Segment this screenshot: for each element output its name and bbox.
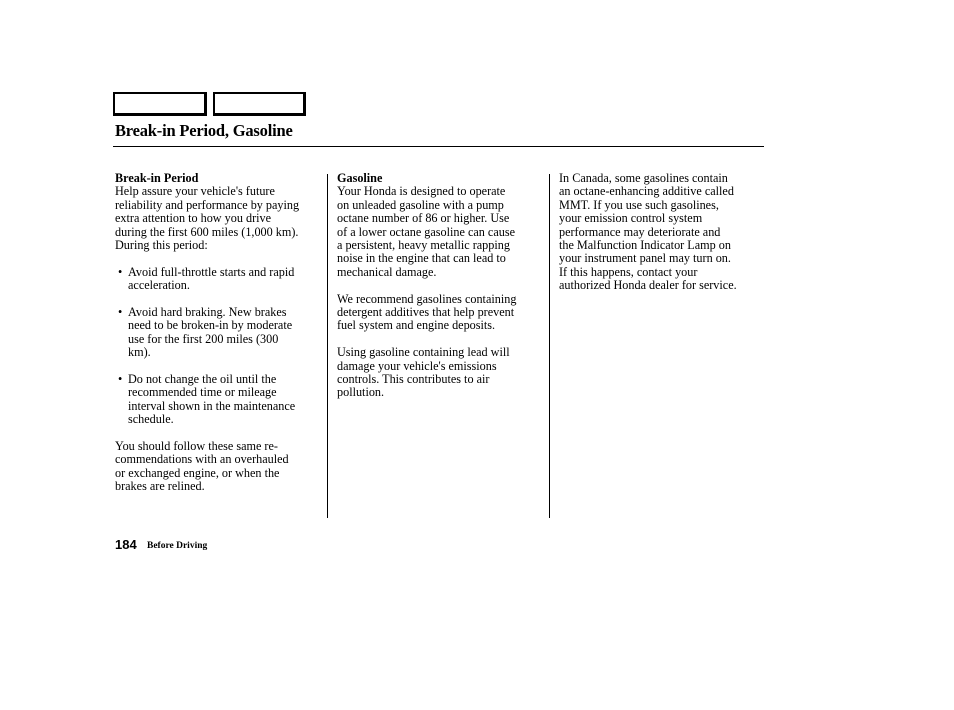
header-tab-box-left (113, 92, 207, 116)
gasoline-heading: Gasoline (337, 171, 383, 185)
gasoline-paragraph-octane: Your Honda is designed to operate on unleaded gasoline with a pump octane number of 86 or higher. Use of a lower octane gasoline can cause a persistent, heavy metallic rapping noise in the engine that can lead to mechanical damage. (337, 184, 515, 279)
page-title: Break-in Period, Gasoline (115, 121, 293, 140)
break-in-bullet-list (115, 266, 325, 427)
gasoline-paragraph-lead: Using gasoline containing lead will damage your vehicle's emissions controls. This contributes to air pollution. (337, 345, 510, 400)
canada-mmt-paragraph: In Canada, some gasolines contain an octane-enhancing additive called MMT. If you use such gasolines, your emission control system performance may deteriorate and the Malfunction Indicator Lamp on your instrument panel may turn on. If this happens, contact your authorized Honda dealer for service. (559, 171, 737, 293)
break-in-closing: You should follow these same re- commendations with an overhauled or exchanged engine, or when the brakes are relined. (115, 439, 289, 494)
page-number: 184 (115, 537, 137, 552)
gasoline-column (337, 172, 545, 413)
break-in-column (115, 172, 325, 507)
canada-column (559, 172, 765, 306)
header-tab-box-right (213, 92, 306, 116)
title-divider (113, 146, 764, 147)
break-in-bullet-throttle: • Avoid full-throttle starts and rapid acceleration. (115, 266, 325, 293)
break-in-bullet-oil: • Do not change the oil until the recommended time or mileage interval shown in the maintenance schedule. (115, 373, 325, 427)
column-divider-2 (549, 174, 550, 518)
column-divider-1 (327, 174, 328, 518)
gasoline-paragraph-detergent: We recommend gasolines containing detergent additives that help prevent fuel system and engine deposits. (337, 291, 517, 333)
footer-section-name: Before Driving (147, 541, 208, 551)
break-in-heading: Break-in Period (115, 171, 199, 185)
break-in-bullet-braking: • Avoid hard braking. New brakes need to be broken-in by moderate use for the first 200 miles (300 km). (115, 306, 325, 360)
break-in-intro: Help assure your vehicle's future reliability and performance by paying extra attention to how you drive during the first 600 miles (1,000 km). During this period: (115, 184, 300, 253)
